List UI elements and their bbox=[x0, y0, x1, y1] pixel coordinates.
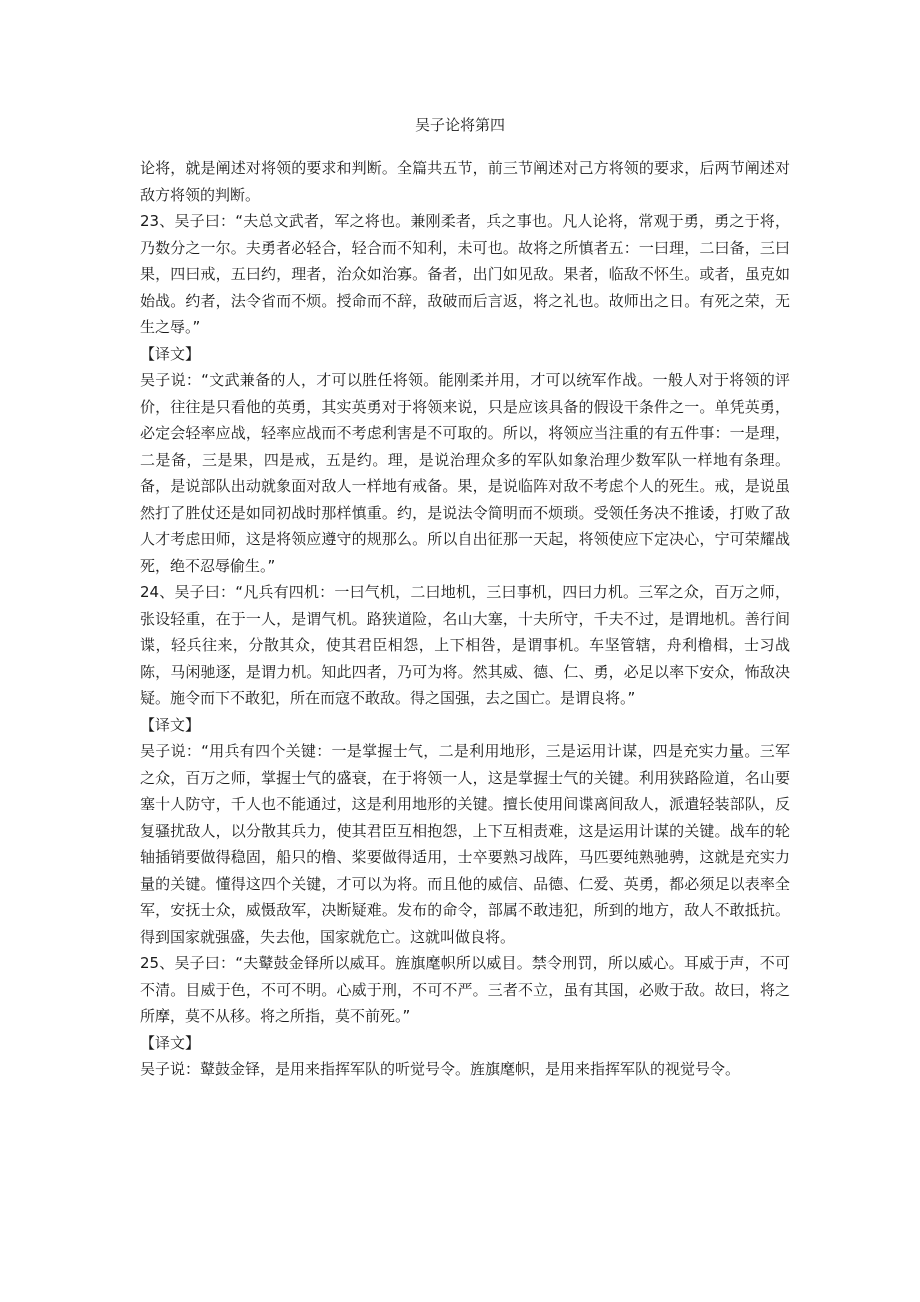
section-23-original: 23、吴子曰：“夫总文武者，军之将也。兼刚柔者，兵之事也。凡人论将，常观于勇，勇之于将，乃数分之一尔。夫勇者必轻合，轻合而不知利，未可也。故将之所慎者五：一曰理，二曰备，三曰果，四曰戒，五曰约，理者，治众如治寡。备者，出门如见敌。果者，临敌不怀生。或者，虽克如始战。约者，法令省而不烦。授命而不辞，敌破而后言返，将之礼也。故师出之日。有死之荣，无生之辱。” bbox=[140, 212, 790, 336]
section-24-original: 24、吴子曰：“凡兵有四机：一曰气机，二曰地机，三曰事机，四曰力机。三军之众，百万之师，张设轻重，在于一人，是谓气机。路狭道险，名山大塞，十夫所守，千夫不过，是谓地机。善行间谍，轻兵往来，分散其众，使其君臣相怨，上下相咎，是谓事机。车坚管辖，舟利橹楫，士习战陈，马闲驰逐，是谓力机。知此四者，乃可为将。然其威、德、仁、勇，必足以率下安众，怖敌决疑。施令而下不敢犯，所在而寇不敢敌。得之国强，去之国亡。是谓良将。” bbox=[140, 583, 790, 707]
section-25-translation: 吴子说：鼙鼓金铎，是用来指挥军队的听觉号令。旌旗麾帜，是用来指挥军队的视觉号令。 bbox=[140, 1060, 741, 1078]
section-25-original: 25、吴子曰：“夫鼙鼓金铎所以威耳。旌旗麾帜所以威目。禁令刑罚，所以威心。耳威于声，不可不清。目威于色，不可不明。心威于刑，不可不严。三者不立，虽有其国，必败于敌。故曰，将之所摩，莫不从移。将之所指，莫不前死。” bbox=[140, 954, 790, 1025]
translation-heading: 【译文】 bbox=[140, 1033, 201, 1052]
translation-heading: 【译文】 bbox=[140, 715, 201, 734]
section-23-translation: 吴子说：“文武兼备的人，才可以胜任将领。能刚柔并用，才可以统军作战。一般人对于将领的评价，往往是只看他的英勇，其实英勇对于将领来说，只是应该具备的假设干条件之一。单凭英勇，必定会轻率应战，轻率应战而不考虑利害是不可取的。所以，将领应当注重的有五件事：一是理，二是备，三是果，四是戒，五是约。理，是说治理众多的军队如象治理少数军队一样地有条理。备，是说部队出动就象面对敌人一样地有戒备。果，是说临阵对敌不考虑个人的死生。戒，是说虽然打了胜仗还是如同初战时那样慎重。约，是说法令简明而不烦琐。受领任务决不推诿，打败了敌人才考虑田师，这是将领应遵守的规那么。所以自出征那一天起，将领使应下定决心，宁可荣耀战死，绝不忍辱偷生。” bbox=[140, 371, 790, 575]
translation-heading: 【译文】 bbox=[140, 344, 201, 363]
intro-paragraph: 论将，就是阐述对将领的要求和判断。全篇共五节，前三节阐述对己方将领的要求，后两节阐述对敌方将领的判断。 bbox=[140, 159, 790, 204]
document-title: 吴子论将第四 bbox=[414, 116, 505, 134]
document-body bbox=[140, 155, 790, 1083]
section-24-translation: 吴子说：“用兵有四个关键：一是掌握士气，二是利用地形，三是运用计谋，四是充实力量。三军之众，百万之师，掌握士气的盛衰，在于将领一人，这是掌握士气的关键。利用狭路险道，名山要塞十人防守，千人也不能通过，这是利用地形的关键。擅长使用间谍离间敌人，派遣轻装部队，反复骚扰敌人，以分散其兵力，使其君臣互相抱怨，上下互相责难，这是运用计谋的关键。战车的轮轴插销要做得稳固，船只的橹、桨要做得适用，士卒要熟习战阵，马匹要纯熟驰骋，这就是充实力量的关键。懂得这四个关键，才可以为将。而且他的威信、品德、仁爱、英勇，都必须足以表率全军，安抚士众，威慑敌军，决断疑难。发布的命令，部属不敢违犯，所到的地方，敌人不敢抵抗。得到国家就强盛，失去他，国家就危亡。这就叫做良将。 bbox=[140, 742, 790, 946]
